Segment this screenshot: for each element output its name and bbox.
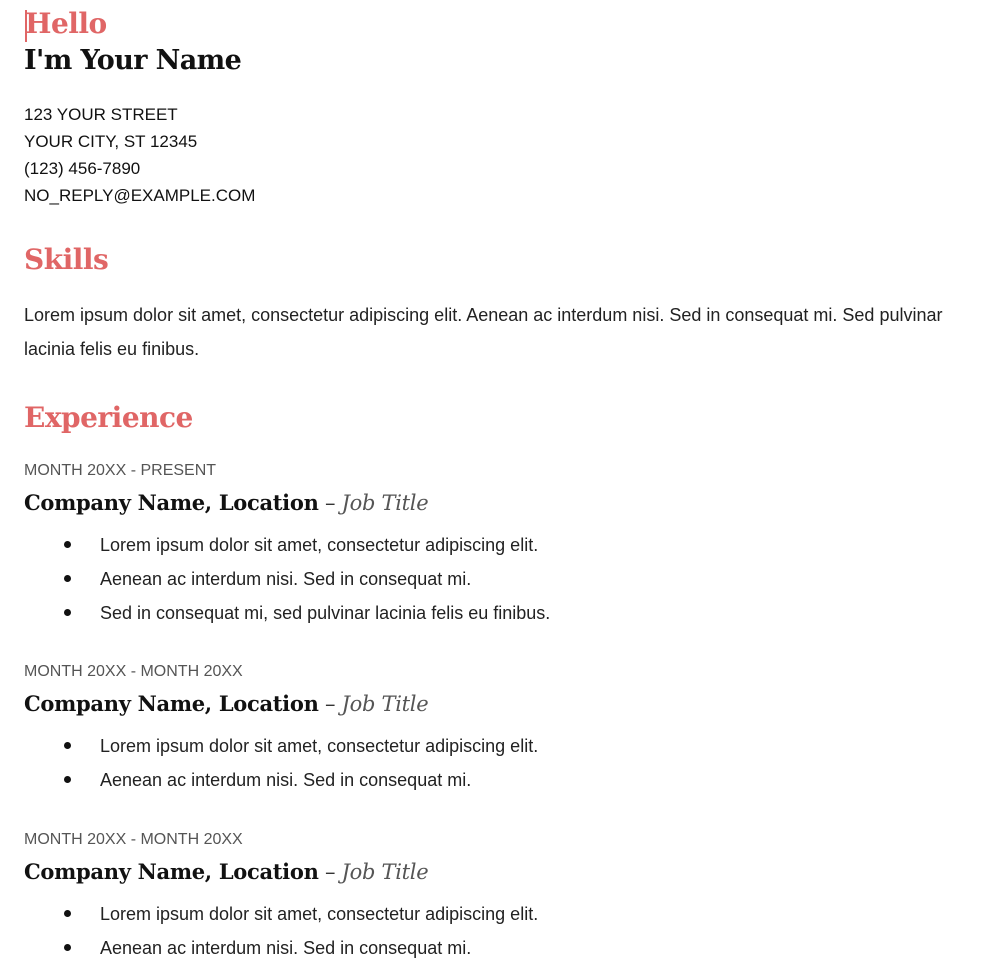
job-title: Job Title bbox=[341, 692, 429, 716]
job-company: Company Name, Location bbox=[24, 691, 319, 716]
job-separator: – bbox=[324, 692, 336, 716]
job-dates[interactable]: MONTH 20XX - MONTH 20XX bbox=[24, 831, 243, 848]
bullet-text: Sed in consequat mi, sed pulvinar lacinia felis eu finibus. bbox=[100, 603, 551, 623]
bullet-text: Lorem ipsum dolor sit amet, consectetur adipiscing elit. bbox=[100, 535, 539, 555]
job-company: Company Name, Location bbox=[24, 490, 319, 515]
bullet-text: Lorem ipsum dolor sit amet, consectetur adipiscing elit. bbox=[100, 736, 539, 756]
job-heading[interactable] bbox=[24, 488, 964, 518]
bullet-item[interactable] bbox=[24, 562, 964, 596]
contact-email[interactable]: NO_REPLY@EXAMPLE.COM bbox=[24, 186, 256, 205]
job-bullets bbox=[24, 729, 964, 797]
job-company: Company Name, Location bbox=[24, 859, 319, 884]
bullet-dot-icon bbox=[64, 776, 71, 783]
bullet-text: Aenean ac interdum nisi. Sed in consequat mi. bbox=[100, 938, 472, 958]
bullet-text: Lorem ipsum dolor sit amet, consectetur adipiscing elit. bbox=[100, 904, 539, 924]
bullet-item[interactable] bbox=[24, 528, 964, 562]
bullet-dot-icon bbox=[64, 575, 71, 582]
job-heading[interactable] bbox=[24, 689, 964, 719]
contact-phone[interactable]: (123) 456-7890 bbox=[24, 159, 141, 178]
bullet-text: Aenean ac interdum nisi. Sed in consequat mi. bbox=[100, 770, 472, 790]
skills-heading[interactable]: Skills bbox=[24, 243, 109, 276]
job-separator: – bbox=[324, 491, 336, 515]
job-dates[interactable]: MONTH 20XX - PRESENT bbox=[24, 462, 217, 479]
job-entry bbox=[24, 661, 964, 797]
experience-heading[interactable]: Experience bbox=[24, 401, 193, 434]
skills-paragraph[interactable]: Lorem ipsum dolor sit amet, consectetur adipiscing elit. Aenean ac interdum nisi. Sed in consequat mi. Sed pulvinar lacinia felis eu finibus. bbox=[24, 305, 943, 359]
bullet-item[interactable] bbox=[24, 596, 964, 630]
contact-street[interactable]: 123 YOUR STREET bbox=[24, 105, 178, 124]
bullet-item[interactable] bbox=[24, 729, 964, 763]
job-heading[interactable] bbox=[24, 857, 964, 887]
name-heading[interactable]: I'm Your Name bbox=[24, 45, 242, 76]
bullet-dot-icon bbox=[64, 609, 71, 616]
contact-city[interactable]: YOUR CITY, ST 12345 bbox=[24, 132, 198, 151]
job-separator: – bbox=[324, 860, 336, 884]
bullet-dot-icon bbox=[64, 910, 71, 917]
job-entry bbox=[24, 829, 964, 965]
bullet-dot-icon bbox=[64, 742, 71, 749]
job-bullets bbox=[24, 897, 964, 965]
bullet-item[interactable] bbox=[24, 897, 964, 931]
contact-block[interactable] bbox=[24, 101, 255, 209]
greeting-heading[interactable]: Hello bbox=[25, 7, 107, 40]
bullet-dot-icon bbox=[64, 944, 71, 951]
bullet-dot-icon bbox=[64, 541, 71, 548]
job-title: Job Title bbox=[341, 491, 429, 515]
job-entry bbox=[24, 460, 964, 630]
job-title: Job Title bbox=[341, 860, 429, 884]
job-dates[interactable]: MONTH 20XX - MONTH 20XX bbox=[24, 663, 243, 680]
bullet-item[interactable] bbox=[24, 763, 964, 797]
bullet-item[interactable] bbox=[24, 931, 964, 965]
bullet-text: Aenean ac interdum nisi. Sed in consequat mi. bbox=[100, 569, 472, 589]
job-bullets bbox=[24, 528, 964, 630]
